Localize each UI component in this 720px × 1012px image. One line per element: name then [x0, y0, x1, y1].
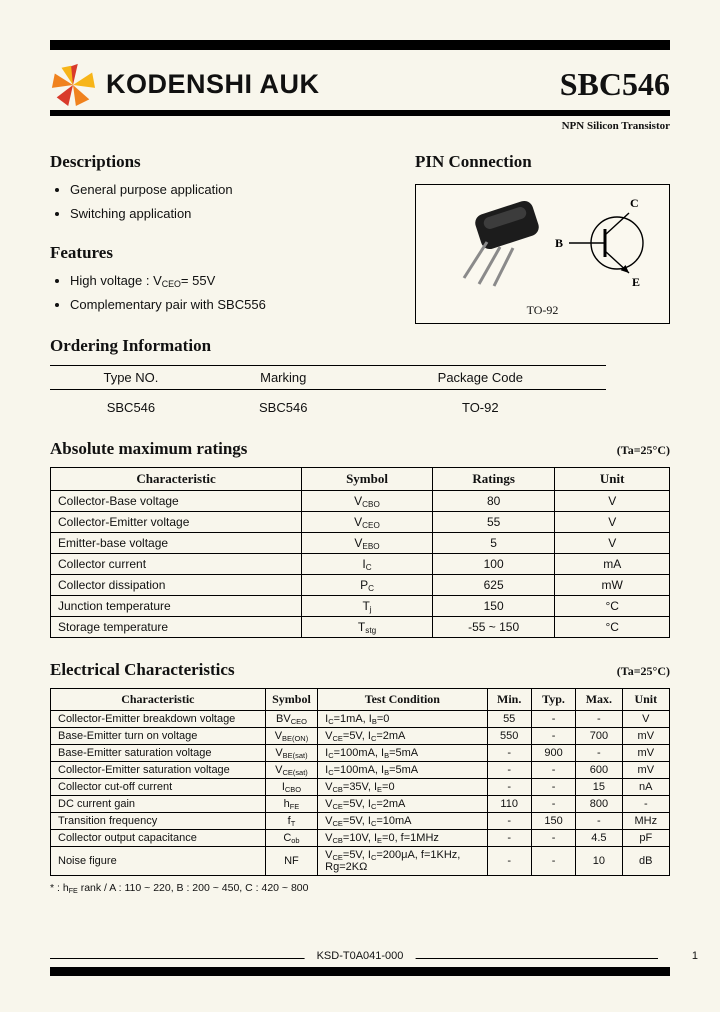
footer-bar	[50, 967, 670, 976]
table-row	[51, 491, 670, 512]
cell: 5	[432, 533, 555, 554]
cell: Collector output capacitance	[51, 830, 266, 847]
cell: $BV_{CEO}$	[265, 711, 317, 728]
cell: 550	[487, 728, 531, 745]
footer	[50, 950, 698, 976]
cell: DC current gain	[51, 796, 266, 813]
cell: NF	[265, 847, 317, 876]
top-rule	[50, 40, 670, 50]
temperature-condition-note: (Ta=25°C)	[616, 443, 670, 457]
cell: -	[531, 779, 575, 796]
cell: $V_{CE}=5V$, $I_C=2mA$	[318, 728, 487, 745]
part-number-title: SBC546	[559, 65, 670, 102]
column-header: Package Code	[355, 366, 606, 390]
cell: mA	[555, 554, 670, 575]
table-row	[51, 745, 670, 762]
cell: V	[555, 512, 670, 533]
list-item: • Switching application	[70, 206, 403, 221]
table-row	[51, 617, 670, 638]
to92-package-drawing	[464, 199, 541, 286]
cell: nA	[622, 779, 669, 796]
cell: 900	[531, 745, 575, 762]
column-header: Type NO.	[50, 366, 212, 390]
list-item: • Complementary pair with SBC556	[70, 297, 403, 312]
cell: 600	[576, 762, 622, 779]
cell: -	[576, 711, 622, 728]
cell: -	[531, 796, 575, 813]
section-head	[50, 660, 670, 680]
column-header: Symbol	[265, 689, 317, 711]
cell: Collector current	[51, 554, 302, 575]
cell: TO-92	[461, 400, 499, 415]
table-header-row	[51, 689, 670, 711]
column-header: Ratings	[432, 468, 555, 491]
table-row	[51, 728, 670, 745]
cell: °C	[555, 617, 670, 638]
cell: -	[576, 813, 622, 830]
cell: 700	[576, 728, 622, 745]
cell: $V_{CBO}$	[302, 491, 433, 512]
cell: $T_{stg}$	[302, 617, 433, 638]
cell: mV	[622, 762, 669, 779]
column-header: Characteristic	[51, 689, 266, 711]
left-column	[50, 152, 415, 324]
cell: Collector dissipation	[51, 575, 302, 596]
descriptions-list	[50, 182, 403, 221]
page-number: 1	[691, 950, 698, 962]
npn-transistor-symbol	[569, 213, 643, 273]
cell: -	[487, 813, 531, 830]
cell: Collector-Base voltage	[51, 491, 302, 512]
table-row	[51, 830, 670, 847]
cell: Noise figure	[51, 847, 266, 876]
cell: -	[487, 745, 531, 762]
table-row	[51, 796, 670, 813]
column-header: Max.	[576, 689, 622, 711]
table-row	[51, 762, 670, 779]
list-item: • General purpose application	[70, 182, 403, 197]
cell: $I_C$	[302, 554, 433, 575]
cell: -	[531, 762, 575, 779]
cell: $V_{BE(sat)}$	[265, 745, 317, 762]
features-list	[50, 273, 403, 312]
features-heading: Features	[50, 243, 113, 262]
pin-label-emitter: E	[632, 275, 641, 289]
cell: -	[487, 830, 531, 847]
hfe-rank-footnote: * : $h_{FE}$ rank / A : 110 ~ 220, B : 200 ~ 450, C : 420 ~ 800	[50, 882, 309, 895]
cell: $V_{CE(sat)}$	[265, 762, 317, 779]
table-row	[51, 779, 670, 796]
cell: SBC546	[106, 400, 156, 415]
cell: V	[555, 491, 670, 512]
table-row	[51, 575, 670, 596]
cell: -55 ~ 150	[432, 617, 555, 638]
cell: $V_{CB}=10V$, $I_E=0$, f=1MHz	[318, 830, 487, 847]
elec-heading: Electrical Characteristics	[50, 660, 235, 679]
package-name-label: TO-92	[526, 303, 559, 317]
cell: 625	[432, 575, 555, 596]
cell: Base-Emitter saturation voltage	[51, 745, 266, 762]
cell: V	[555, 533, 670, 554]
cell: -	[487, 762, 531, 779]
cell: $h_{FE}$	[265, 796, 317, 813]
cell: -	[487, 779, 531, 796]
table-row	[50, 390, 606, 418]
cell: 100	[432, 554, 555, 575]
cell: 55	[432, 512, 555, 533]
cell: Storage temperature	[51, 617, 302, 638]
cell: 55	[487, 711, 531, 728]
abs-max-heading: Absolute maximum ratings	[50, 439, 248, 458]
column-header: Marking	[212, 366, 355, 390]
temperature-condition-note: (Ta=25°C)	[616, 664, 670, 678]
cell: 150	[432, 596, 555, 617]
cell: -	[622, 796, 669, 813]
column-header: Min.	[487, 689, 531, 711]
list-item: • High voltage : $V_{CEO}= 55V$	[70, 273, 403, 288]
cell: $V_{CB}=35V$, $I_E=0$	[318, 779, 487, 796]
cell: -	[531, 830, 575, 847]
cell: $V_{CEO}$	[302, 512, 433, 533]
cell: mW	[555, 575, 670, 596]
column-header: Symbol	[302, 468, 433, 491]
cell: pF	[622, 830, 669, 847]
kodenshi-logo-icon	[50, 61, 96, 107]
cell: 10	[576, 847, 622, 876]
table-row	[51, 596, 670, 617]
table-row	[51, 512, 670, 533]
cell: $V_{CE}=5V$, $I_C=200\mu A$, f=1KHz, Rg=2KΩ	[318, 847, 487, 876]
cell: 800	[576, 796, 622, 813]
pin-label-collector: C	[630, 196, 639, 210]
table-header-row	[50, 366, 606, 390]
cell: Emitter-base voltage	[51, 533, 302, 554]
cell: Collector-Emitter breakdown voltage	[51, 711, 266, 728]
cell: Transition frequency	[51, 813, 266, 830]
table-row	[51, 847, 670, 876]
table-header-row	[51, 468, 670, 491]
cell: Collector-Emitter voltage	[51, 512, 302, 533]
cell: 15	[576, 779, 622, 796]
cell: MHz	[622, 813, 669, 830]
cell: Collector cut-off current	[51, 779, 266, 796]
table-row	[51, 554, 670, 575]
brand	[50, 61, 320, 107]
cell: $C_{ob}$	[265, 830, 317, 847]
cell: $V_{CE}=5V$, $I_C=2mA$	[318, 796, 487, 813]
cell: $I_C=100mA$, $I_B=5mA$	[318, 762, 487, 779]
cell: 150	[531, 813, 575, 830]
cell: V	[622, 711, 669, 728]
cell: $T_j$	[302, 596, 433, 617]
cell: Junction temperature	[51, 596, 302, 617]
cell: SBC546	[259, 400, 308, 415]
cell: $f_T$	[265, 813, 317, 830]
document-code: KSD-T0A041-000	[305, 950, 416, 962]
cell: $V_{BE(ON)}$	[265, 728, 317, 745]
upper-columns	[50, 152, 670, 324]
table-row	[51, 711, 670, 728]
cell: $V_{EBO}$	[302, 533, 433, 554]
section-head	[50, 439, 670, 459]
header-rule	[50, 110, 670, 116]
pin-label-base: B	[554, 236, 563, 250]
column-header: Characteristic	[51, 468, 302, 491]
cell: mV	[622, 745, 669, 762]
column-header: Test Condition	[318, 689, 487, 711]
features-section	[50, 243, 403, 312]
cell: °C	[555, 596, 670, 617]
cell: 110	[487, 796, 531, 813]
pin-connection-section	[415, 152, 670, 324]
cell: $I_C=1mA$, $I_B=0$	[318, 711, 487, 728]
cell: -	[576, 745, 622, 762]
elec-table	[50, 688, 670, 876]
cell: -	[531, 847, 575, 876]
cell: Base-Emitter turn on voltage	[51, 728, 266, 745]
column-header: Typ.	[531, 689, 575, 711]
electrical-characteristics-section	[50, 660, 670, 894]
pin-connection-heading: PIN Connection	[415, 152, 532, 171]
cell: $I_C=100mA$, $I_B=5mA$	[318, 745, 487, 762]
cell: -	[487, 847, 531, 876]
abs-max-section	[50, 439, 670, 638]
cell: $I_{CBO}$	[265, 779, 317, 796]
column-header: Unit	[622, 689, 669, 711]
cell: 80	[432, 491, 555, 512]
cell: $V_{CE}=5V$, $I_C=10mA$	[318, 813, 487, 830]
table-row	[51, 533, 670, 554]
device-subtitle: NPN Silicon Transistor	[561, 120, 670, 132]
ordering-section	[50, 336, 670, 417]
column-header: Unit	[555, 468, 670, 491]
brand-name: KODENSHI AUK	[106, 68, 320, 99]
abs-max-table	[50, 467, 670, 638]
cell: $P_C$	[302, 575, 433, 596]
ordering-table	[50, 365, 606, 417]
table-row	[51, 813, 670, 830]
descriptions-section	[50, 152, 403, 221]
descriptions-heading: Descriptions	[50, 152, 141, 171]
cell: -	[531, 728, 575, 745]
header	[50, 60, 670, 108]
cell: -	[531, 711, 575, 728]
cell: 4.5	[576, 830, 622, 847]
cell: dB	[622, 847, 669, 876]
cell: Collector-Emitter saturation voltage	[51, 762, 266, 779]
cell: mV	[622, 728, 669, 745]
pin-connection-box	[415, 184, 670, 324]
ordering-heading: Ordering Information	[50, 336, 212, 355]
